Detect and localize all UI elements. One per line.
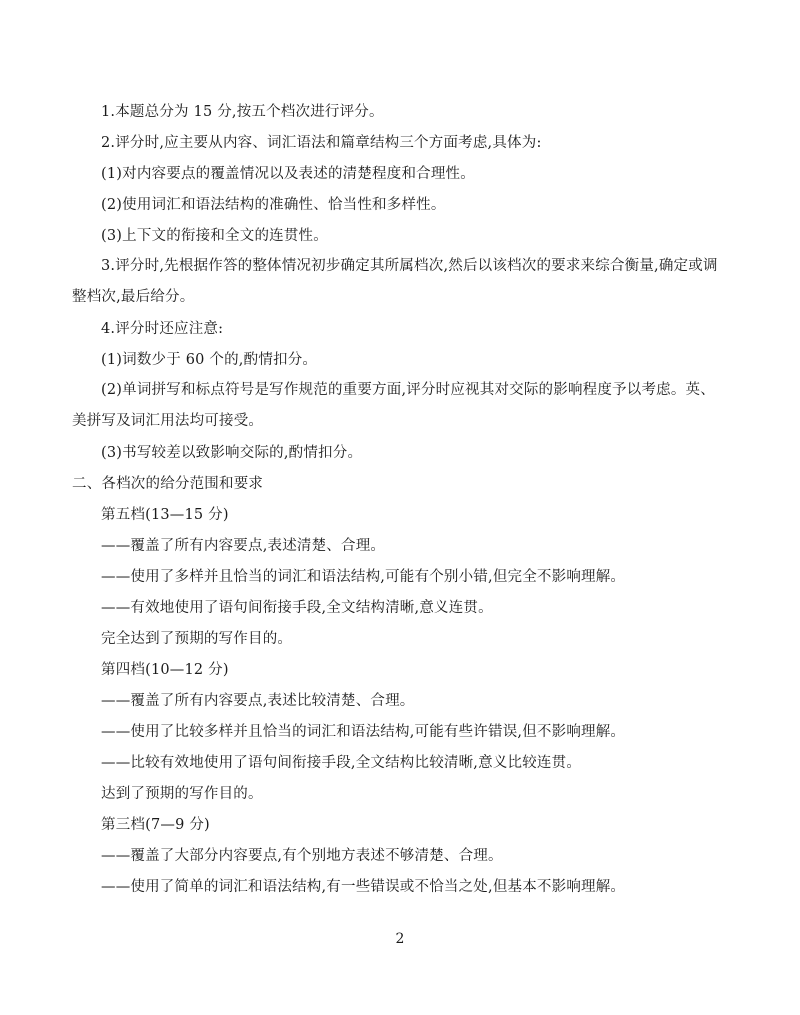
band-5-item-1: ——覆盖了所有内容要点,表述清楚、合理。 bbox=[101, 538, 386, 554]
rule-4-item-3: (3)书写较差以致影响交际的,酌情扣分。 bbox=[101, 445, 363, 461]
band-5-item-2: ——使用了多样并且恰当的词汇和语法结构,可能有个别小错,但完全不影响理解。 bbox=[101, 569, 626, 585]
rule-4-heading: 4.评分时还应注意: bbox=[101, 321, 224, 337]
rule-2-item-3: (3)上下文的衔接和全文的连贯性。 bbox=[101, 228, 328, 244]
rule-4-item-1: (1)词数少于 60 个的,酌情扣分。 bbox=[101, 352, 318, 368]
rule-3-paragraph: 3.评分时,先根据作答的整体情况初步确定其所属档次,然后以该档次的要求来综合衡量,确定或调整档次,最后给分。 bbox=[72, 258, 718, 305]
rule-2-item-1: (1)对内容要点的覆盖情况以及表述的清楚程度和合理性。 bbox=[101, 166, 475, 182]
band-4-item-2: ——使用了比较多样并且恰当的词汇和语法结构,可能有些许错误,但不影响理解。 bbox=[101, 724, 626, 740]
rule-4-item-2: (2)单词拼写和标点符号是写作规范的重要方面,评分时应视其对交际的影响程度予以考虑。英、美拼写及词汇用法均可接受。 bbox=[72, 382, 715, 429]
band-4-heading: 第四档(10—12 分) bbox=[101, 662, 229, 678]
band-5-item-3: ——有效地使用了语句间衔接手段,全文结构清晰,意义连贯。 bbox=[101, 600, 493, 616]
band-4-item-1: ——覆盖了所有内容要点,表述比较清楚、合理。 bbox=[101, 693, 415, 709]
band-5-heading: 第五档(13—15 分) bbox=[101, 507, 229, 523]
rule-2-scoring-aspects: 2.评分时,应主要从内容、词汇语法和篇章结构三个方面考虑,具体为: bbox=[101, 135, 542, 151]
band-3-heading: 第三档(7—9 分) bbox=[101, 817, 210, 833]
band-4-item-3: ——比较有效地使用了语句间衔接手段,全文结构比较清晰,意义比较连贯。 bbox=[101, 755, 582, 771]
band-3-item-1: ——覆盖了大部分内容要点,有个别地方表述不够清楚、合理。 bbox=[101, 848, 503, 864]
rule-1-total-score: 1.本题总分为 15 分,按五个档次进行评分。 bbox=[101, 104, 384, 120]
rule-2-item-2: (2)使用词汇和语法结构的准确性、恰当性和多样性。 bbox=[101, 197, 446, 213]
band-5-summary: 完全达到了预期的写作目的。 bbox=[101, 631, 293, 647]
band-3-item-2: ——使用了简单的词汇和语法结构,有一些错误或不恰当之处,但基本不影响理解。 bbox=[101, 879, 626, 895]
band-4-summary: 达到了预期的写作目的。 bbox=[101, 786, 263, 802]
page-number: 2 bbox=[395, 931, 405, 947]
section-2-heading: 二、各档次的给分范围和要求 bbox=[72, 476, 264, 492]
